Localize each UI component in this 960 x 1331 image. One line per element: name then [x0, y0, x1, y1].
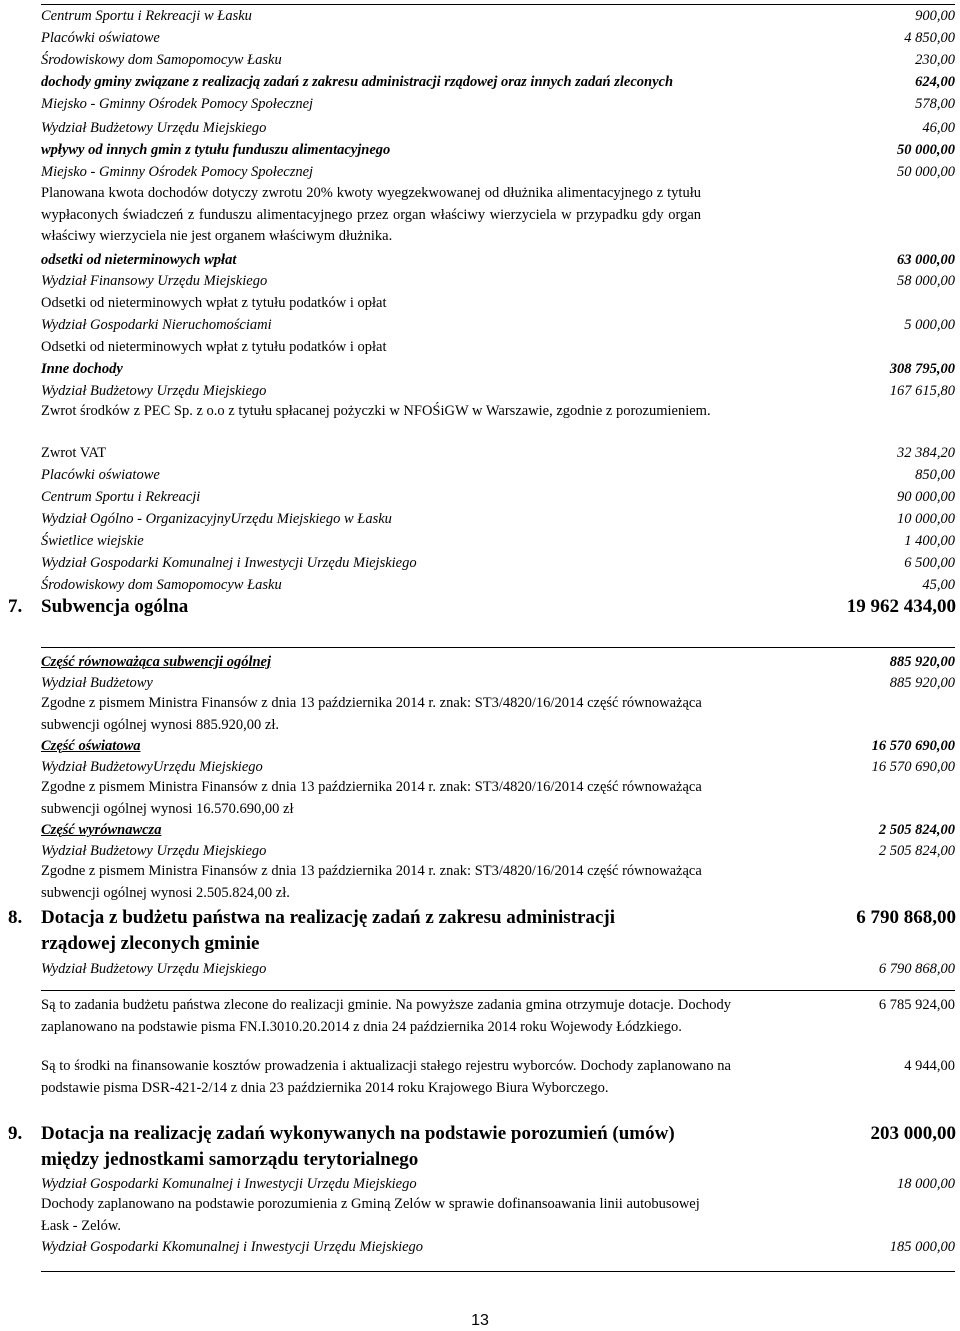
- section-8-note-1: Są to zadania budżetu państwa zlecone do realizacji gminie. Na powyższe zadania gmina otrzymuje dotacje. Dochody zaplanowano na podstawie pisma FN.I.3010.20.2014 z dnia 24 października 2014 roku Wojewody Łódzkiego.: [41, 997, 731, 1035]
- section-8-amount: 6 790 868,00: [856, 907, 956, 928]
- row-label: wpływy od innych gmin z tytułu funduszu alimentacyjnego: [41, 142, 391, 158]
- row-amount: 16 570 690,00: [871, 738, 955, 754]
- section-title-line2: między jednostkami samorządu terytorialnego: [41, 1149, 419, 1170]
- row-amount: 900,00: [915, 8, 955, 24]
- row-note-text: Odsetki od nieterminowych wpłat z tytułu podatków i opłat: [41, 295, 387, 311]
- row-label: Wydział Budżetowy Urzędu Miejskiego: [41, 120, 267, 136]
- row-note: Zwrot środków z PEC Sp. z o.o z tytułu spłacanej pożyczki w NFOŚiGW w Warszawie, zgodnie z porozumieniem.: [41, 403, 711, 419]
- row-amount: 32 384,20: [897, 445, 955, 461]
- row-label: Placówki oświatowe: [41, 30, 160, 46]
- divider: [41, 990, 955, 991]
- row-label: Część oświatowa: [41, 738, 141, 754]
- section-7-amount: 19 962 434,00: [846, 596, 956, 617]
- row-note: Zgodne z pismem Ministra Finansów z dnia 13 października 2014 r. znak: ST3/4820/16/2014 część równoważąca subwencji ogólnej wynosi 2.505.824,00 zł.: [41, 863, 702, 901]
- row-amount: 885 920,00: [889, 675, 955, 691]
- row-amount: 50 000,00: [897, 164, 955, 180]
- row-note: Zgodne z pismem Ministra Finansów z dnia 13 października 2014 r. znak: ST3/4820/16/2014 część równoważąca subwencji ogólnej wynosi 885.920,00 zł.: [41, 695, 702, 733]
- row-label: odsetki od nieterminowych wpłat: [41, 252, 237, 268]
- row-amount: 167 615,80: [889, 383, 955, 399]
- row-amount: 63 000,00: [897, 252, 955, 268]
- row-label: Środowiskowy dom Samopomocyw Łasku: [41, 52, 282, 68]
- row-label: Wydział Gospodarki Nieruchomościami: [41, 317, 272, 333]
- row-amount: 850,00: [915, 467, 955, 483]
- row-label: Placówki oświatowe: [41, 467, 160, 483]
- row-label: Zwrot VAT: [41, 445, 107, 461]
- divider: [41, 1271, 955, 1272]
- row-label: Wydział Ogólno - OrganizacyjnyUrzędu Miejskiego w Łasku: [41, 511, 392, 527]
- row-label: Wydział Budżetowy Urzędu Miejskiego: [41, 961, 267, 977]
- note-amount: 6 785 924,00: [878, 997, 955, 1013]
- row-label: Wydział Gospodarki Komunalnej i Inwestycji Urzędu Miejskiego: [41, 1176, 417, 1192]
- section-title-line1: Dotacja z budżetu państwa na realizację zadań z zakresu administracji: [41, 907, 615, 928]
- section-number: 9.: [8, 1123, 23, 1144]
- row-label: Centrum Sportu i Rekreacji: [41, 489, 201, 505]
- row-label: Część równoważąca subwencji ogólnej: [41, 654, 272, 670]
- alimony-note: Planowana kwota dochodów dotyczy zwrotu 20% kwoty wyegzekwowanej od dłużnika alimentacyjnego z tytułu wypłaconych świadczeń z funduszu alimentacyjnego przez organ właściwy wierzyciela w przypadku gdy organ właściwy wierzyciela nie jest organem właściwym dłużnika.: [41, 185, 701, 244]
- row-label: Wydział Budżetowy Urzędu Miejskiego: [41, 843, 267, 859]
- row-note: Dochody zaplanowano na podstawie porozumienia z Gminą Zelów w sprawie dofinansoawania linii autobusowej Łask - Zelów.: [41, 1196, 700, 1234]
- row-amount: 624,00: [915, 74, 955, 90]
- row-label: Wydział BudżetowyUrzędu Miejskiego: [41, 759, 263, 775]
- row-amount: 6 500,00: [904, 555, 955, 571]
- note-amount: 4 944,00: [904, 1058, 955, 1074]
- row-amount: 90 000,00: [897, 489, 955, 505]
- row-amount: 2 505 824,00: [878, 843, 955, 859]
- row-note: Zgodne z pismem Ministra Finansów z dnia 13 października 2014 r. znak: ST3/4820/16/2014 część równoważąca subwencji ogólnej wynosi 16.570.690,00 zł: [41, 779, 702, 817]
- row-amount: 6 790 868,00: [878, 961, 955, 977]
- row-amount: 308 795,00: [889, 361, 955, 377]
- section-number: 8.: [8, 907, 23, 928]
- row-amount: 578,00: [915, 96, 955, 112]
- row-amount: 5 000,00: [904, 317, 955, 333]
- row-amount: 885 920,00: [889, 654, 955, 670]
- row-label: Centrum Sportu i Rekreacji w Łasku: [41, 8, 252, 24]
- section-title-line1: Dotacja na realizację zadań wykonywanych na podstawie porozumień (umów): [41, 1123, 675, 1144]
- row-amount: 50 000,00: [897, 142, 955, 158]
- row-label: Miejsko - Gminny Ośrodek Pomocy Społecznej: [41, 164, 314, 180]
- section-title: Subwencja ogólna: [41, 596, 189, 617]
- row-label: Wydział Budżetowy: [41, 675, 153, 691]
- row-amount: 4 850,00: [904, 30, 955, 46]
- row-label: Wydział Finansowy Urzędu Miejskiego: [41, 273, 268, 289]
- page-number: 13: [471, 1312, 489, 1329]
- row-label: Wydział Budżetowy Urzędu Miejskiego: [41, 383, 267, 399]
- row-amount: 18 000,00: [897, 1176, 955, 1192]
- section-title-line2: rządowej zleconych gminie: [41, 933, 260, 954]
- row-note-text: Odsetki od nieterminowych wpłat z tytułu podatków i opłat: [41, 339, 387, 355]
- row-amount: 16 570 690,00: [871, 759, 955, 775]
- row-label: Wydział Gospodarki Komunalnej i Inwestycji Urzędu Miejskiego: [41, 555, 417, 571]
- row-label: Środowiskowy dom Samopomocyw Łasku: [41, 577, 282, 593]
- row-amount: 10 000,00: [897, 511, 955, 527]
- row-amount: 230,00: [915, 52, 955, 68]
- row-label: Część wyrównawcza: [41, 822, 162, 838]
- section-9-amount: 203 000,00: [870, 1123, 956, 1144]
- section-8-note-2: Są to środki na finansowanie kosztów prowadzenia i aktualizacji stałego rejestru wyborców. Dochody zaplanowano na podstawie pisma DSR-421-2/14 z dnia 23 października 2014 roku Krajowego Biura Wyborczego.: [41, 1058, 731, 1096]
- row-amount: 58 000,00: [897, 273, 955, 289]
- row-label: Miejsko - Gminny Ośrodek Pomocy Społecznej: [41, 96, 314, 112]
- row-amount: 185 000,00: [889, 1239, 955, 1255]
- divider: [41, 647, 955, 648]
- row-amount: 2 505 824,00: [878, 822, 955, 838]
- row-label: Inne dochody: [41, 361, 123, 377]
- row-label: dochody gminy związane z realizacją zadań z zakresu administracji rządowej oraz innych zadań zleconych: [41, 74, 674, 90]
- row-label: Wydział Gospodarki Kkomunalnej i Inwestycji Urzędu Miejskiego: [41, 1239, 424, 1255]
- row-amount: 46,00: [922, 120, 955, 136]
- row-amount: 1 400,00: [904, 533, 955, 549]
- row-label: Świetlice wiejskie: [41, 533, 144, 549]
- row-amount: 45,00: [922, 577, 955, 593]
- section-number: 7.: [8, 596, 23, 617]
